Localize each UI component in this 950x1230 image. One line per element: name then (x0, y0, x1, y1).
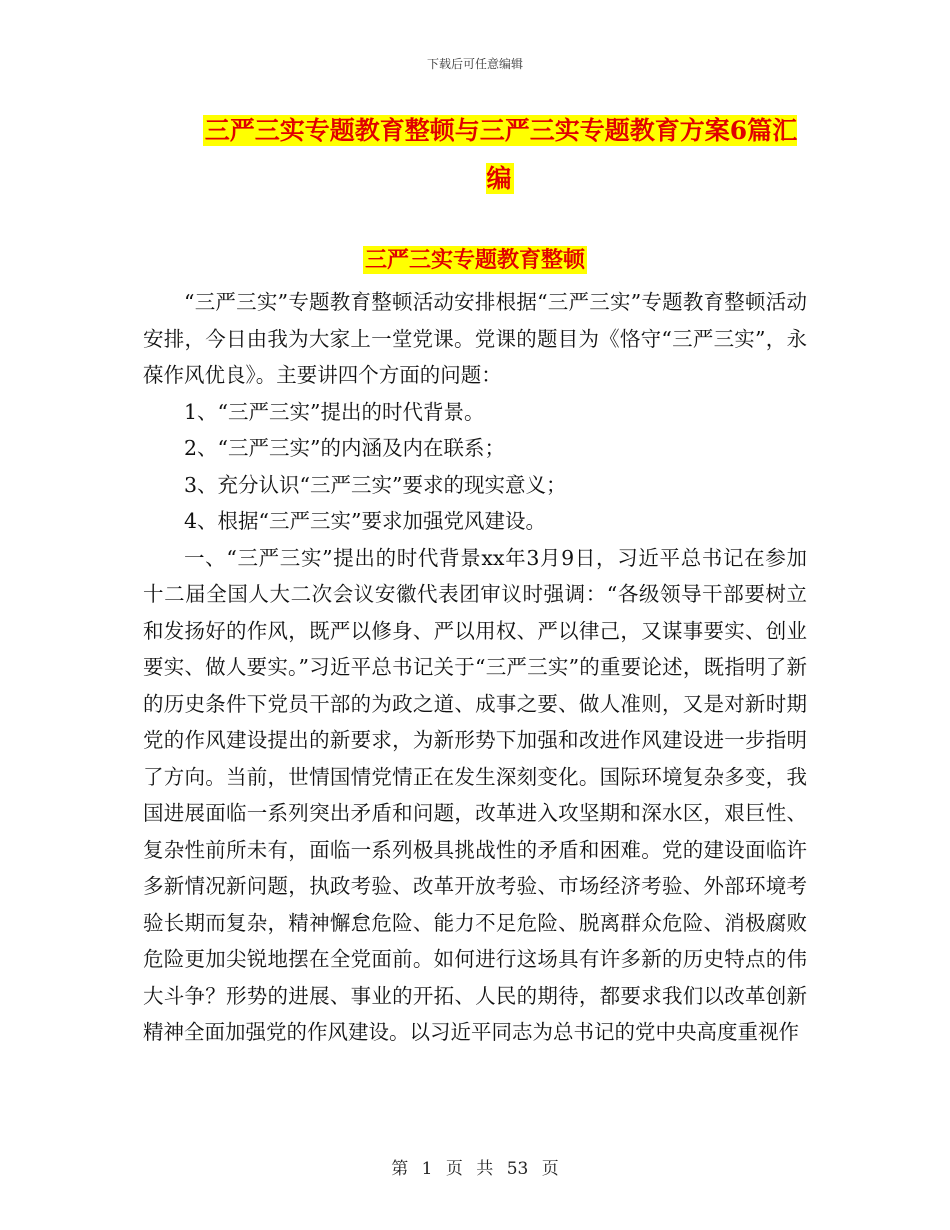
paragraph-section-1: 一、“三严三实”提出的时代背景xx年3月9日，习近平总书记在参加十二届全国人大二次会议安徽代表团审议时强调：“各级领导干部要树立和发扬好的作风，既严以修身、严以用权、严以律己，又谋事要实、创业要实、做人要实。”习近平总书记关于“三严三实”的重要论述，既指明了新的历史条件下党员干部的为政之道、成事之要、做人准则，又是对新时期党的作风建设提出的新要求，为新形势下加强和改进作风建设进一步指明了方向。当前，世情国情党情正在发生深刻变化。国际环境复杂多变，我国进展面临一系列突出矛盾和问题，改革进入攻坚期和深水区，艰巨性、复杂性前所未有，面临一系列极具挑战性的矛盾和困难。党的建设面临许多新情况新问题，执政考验、改革开放考验、市场经济考验、外部环境考验长期而复杂，精神懈怠危险、能力不足危险、脱离群众危险、消极腐败危险更加尖锐地摆在全党面前。如何进行这场具有许多新的历史特点的伟大斗争？形势的进展、事业的开拓、人民的期待，都要求我们以改革创新精神全面加强党的作风建设。以习近平同志为总书记的党中央高度重视作 (143, 545, 807, 1044)
paragraph-item-4: 4、根据“三严三实”要求加强党风建设。 (184, 509, 547, 533)
document-title (190, 107, 810, 203)
section-heading-text: 三严三实专题教育整顿 (364, 247, 585, 273)
page-footer: 第 1 页 共 53 页 (391, 1159, 559, 1179)
paragraph-item-1: 1、“三严三实”提出的时代背景。 (184, 399, 485, 424)
document-title-text: 三严三实专题教育整顿与三严三实专题教育方案6篇汇编 (204, 116, 798, 193)
document-body (143, 284, 807, 1051)
paragraph-item-3: 3、充分认识“三严三实”要求的现实意义； (184, 472, 567, 497)
header-note: 下载后可任意编辑 (426, 57, 523, 71)
paragraph-intro: “三严三实”专题教育整顿活动安排根据“三严三实”专题教育整顿活动安排，今日由我为大家上一堂党课。党课的题目为《恪守“三严三实”，永葆作风优良》。主要讲四个方面的问题： (143, 290, 807, 387)
section-heading (0, 243, 950, 274)
paragraph-item-2: 2、“三严三实”的内涵及内在联系； (184, 436, 506, 460)
